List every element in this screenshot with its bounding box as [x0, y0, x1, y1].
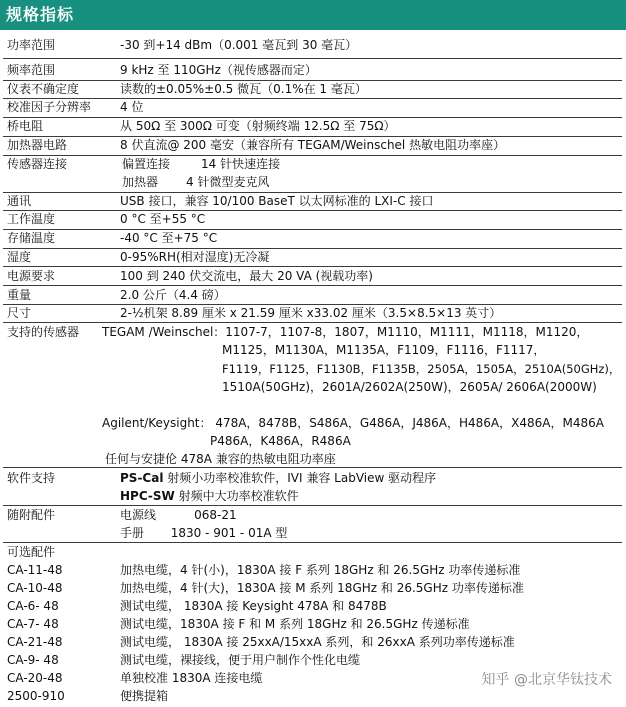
supported-sensors-label: 支持的传感器: [7, 325, 80, 339]
accessory-desc: 加热电缆，4 针(大)，1830A 接 M 系列 18GHz 和 26.5GHz 功率传递标准: [120, 581, 524, 595]
weight-value: 2.0 公斤（4.4 磅）: [120, 288, 226, 302]
accessory-code: CA-6- 48: [7, 599, 59, 613]
tegam-sensor-line: TEGAM /Weinschel：1107-7，1107-8，1807，M1110，M1111，M1118，M1120，: [102, 325, 589, 339]
communication-label: 通讯: [7, 194, 32, 208]
frequency-range-value: 9 kHz 至 110GHz（视传感器而定）: [120, 63, 317, 77]
operating-temp-label: 工作温度: [7, 212, 56, 226]
power-range-value: -30 到+14 dBm（0.001 毫瓦到 30 毫瓦）: [120, 38, 358, 52]
divider: [3, 155, 622, 156]
software-item: [120, 487, 299, 505]
heater-connection-value: 4 针微型麦克风: [186, 175, 270, 189]
cal-factor-label: 校准因子分辨率: [7, 100, 92, 114]
software-desc: 射频小功率校准软件，IVI 兼容 LabView 驱动程序: [163, 471, 437, 485]
cal-factor-value: 4 位: [120, 100, 144, 114]
accessory-desc: 测试电缆， 1830A 接 25xxA/15xxA 系列，和 26xxA 系列功率传递标准: [120, 635, 515, 649]
humidity-label: 湿度: [7, 250, 32, 264]
included-accessories-label: 随附配件: [7, 508, 56, 522]
bias-connection-value: 14 针快速连接: [201, 157, 281, 171]
weight-label: 重量: [7, 288, 32, 302]
optional-accessories-label: 可选配件: [7, 545, 56, 559]
uncertainty-label: 仪表不确定度: [7, 82, 80, 96]
sensor-connection-label: 传感器连接: [7, 157, 68, 171]
frequency-range-label: 频率范围: [7, 63, 56, 77]
power-supply-value: 100 到 240 伏交流电，最大 20 VA (视载功率): [120, 269, 373, 283]
dimensions-label: 尺寸: [7, 306, 32, 320]
storage-temp-label: 存储温度: [7, 231, 56, 245]
accessory-desc: 测试电缆，裸接线，便于用户制作个性化电缆: [120, 653, 361, 667]
power-supply-label: 电源要求: [7, 269, 56, 283]
tegam-sensor-line: 1510A(50GHz)，2601A/2602A(250W)，2605A/ 2606A(2000W): [222, 380, 597, 394]
software-name: PS-Cal: [120, 471, 164, 485]
heater-circuit-label: 加热器电路: [7, 138, 68, 152]
watermark: 知乎 @北京华钛技术: [481, 672, 612, 688]
accessory-desc: 测试电缆，1830A 接 F 和 M 系列 18GHz 和 26.5GHz 传递标准: [120, 617, 470, 631]
accessory-desc: 测试电缆， 1830A 接 Keysight 478A 和 8478B: [120, 599, 387, 613]
heater-connection-label: 加热器: [122, 175, 159, 189]
software-desc: 射频中大功率校准软件: [174, 489, 299, 503]
accessory-desc: 单独校准 1830A 连接电缆: [120, 671, 263, 685]
section-header: 规格指标: [0, 0, 626, 30]
accessory-code: 2500-910: [7, 689, 65, 703]
operating-temp-value: 0 °C 至+55 °C: [120, 212, 206, 226]
divider: [3, 467, 622, 468]
software-support-label: 软件支持: [7, 471, 56, 485]
tegam-sensor-line: M1125，M1130A，M1135A，F1109，F1116，F1117，: [222, 343, 546, 357]
software-name: HPC-SW: [120, 489, 175, 503]
uncertainty-value: 读数的±0.05%±0.5 微瓦（0.1%在 1 毫瓦）: [120, 82, 367, 96]
divider: [3, 542, 622, 543]
divider: [3, 58, 622, 59]
accessory-code: CA-11-48: [7, 563, 63, 577]
storage-temp-value: -40 °C 至+75 °C: [120, 231, 218, 245]
accessory-code: CA-7- 48: [7, 617, 59, 631]
accessory-item: 电源线 068-21: [120, 508, 237, 522]
accessory-desc: 便携提箱: [120, 689, 169, 703]
divider: [3, 285, 622, 286]
accessory-code: CA-9- 48: [7, 653, 59, 667]
heater-circuit-value: 8 伏直流@ 200 毫安（兼容所有 TEGAM/Weinschel 热敏电阻功率座）: [120, 138, 506, 152]
bridge-resistance-value: 从 50Ω 至 300Ω 可变（射频终端 12.5Ω 至 75Ω）: [120, 119, 396, 133]
bridge-resistance-label: 桥电阻: [7, 119, 44, 133]
divider: [3, 210, 622, 211]
accessory-code: CA-10-48: [7, 581, 63, 595]
accessory-code: CA-21-48: [7, 635, 63, 649]
humidity-value: 0-95%RH(相对湿度)无冷凝: [120, 250, 270, 264]
divider: [3, 248, 622, 249]
accessory-code: CA-20-48: [7, 671, 63, 685]
communication-value: USB 接口，兼容 10/100 BaseT 以太网标准的 LXI-C 接口: [120, 194, 434, 208]
bias-connection-label: 偏置连接: [122, 157, 171, 171]
accessory-desc: 加热电缆，4 针(小)，1830A 接 F 系列 18GHz 和 26.5GHz 功率传递标准: [120, 563, 521, 577]
agilent-sensor-line: Agilent/Keysight： 478A，8478B，S486A，G486A，J486A，H486A，X486A，M486A: [102, 416, 604, 430]
power-range-label: 功率范围: [7, 38, 56, 52]
tegam-sensor-line: F1119，F1125，F1130B，F1135B，2505A，1505A，2510A(50GHz)，: [222, 362, 621, 376]
divider: [3, 229, 622, 230]
accessory-item: 手册 1830 - 901 - 01A 型: [120, 526, 288, 540]
software-item: [120, 469, 436, 487]
divider: [3, 505, 622, 506]
dimensions-value: 2-½机架 8.89 厘米 x 21.59 厘米 x33.02 厘米（3.5×8.5×13 英寸）: [120, 306, 502, 320]
agilent-sensor-line: 任何与安捷伦 478A 兼容的热敏电阻功率座: [105, 452, 336, 466]
agilent-sensor-line: P486A，K486A，R486A: [210, 434, 351, 448]
divider: [3, 98, 622, 99]
